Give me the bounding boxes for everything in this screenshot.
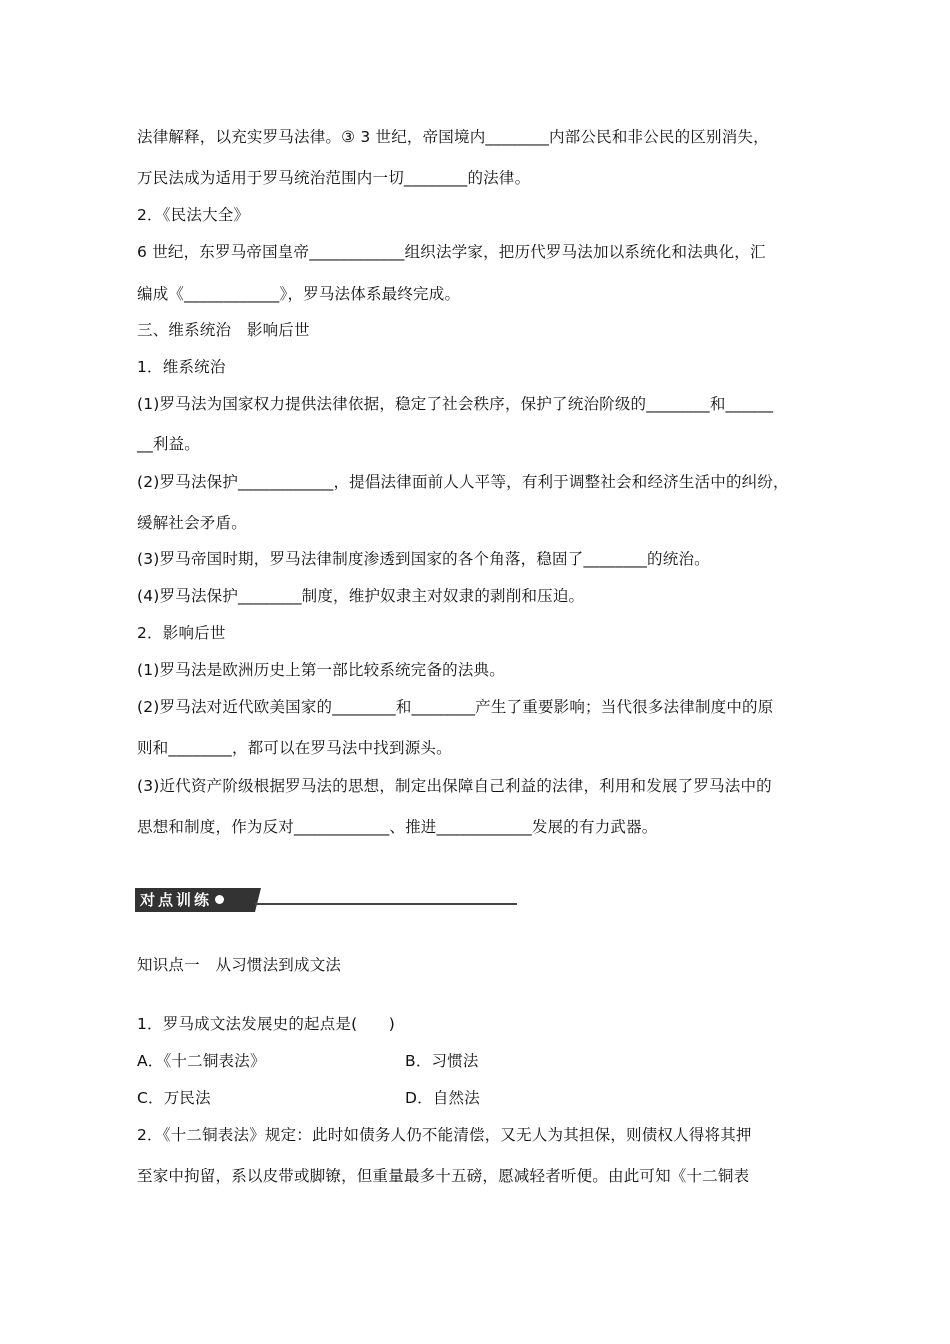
knowledge-point-heading: 知识点一 从习惯法到成文法: [137, 956, 342, 974]
text-line: (4)罗马法保护________制度，维护奴隶主对奴隶的剥削和压迫。: [137, 587, 585, 605]
text-line: 法律解释，以充实罗马法律。③ 3 世纪，帝国境内________内部公民和非公民的区别消失，: [137, 128, 769, 146]
section-heading: 三、维系统治 影响后世: [137, 321, 310, 339]
practice-banner-label: 对点训练: [140, 891, 213, 909]
banner-notch: [255, 888, 261, 912]
bullet-dot-icon: [215, 895, 224, 904]
option-a: A．《十二铜表法》: [137, 1052, 266, 1070]
subheading: 2．《民法大全》: [137, 206, 250, 224]
text-line: 则和________，都可以在罗马法中找到源头。: [137, 739, 452, 757]
question-2-line: 至家中拘留，系以皮带或脚镣，但重量最多十五磅，愿减轻者听便。由此可知《十二铜表: [137, 1167, 750, 1185]
text-line: __利益。: [137, 435, 201, 453]
text-line: (2)罗马法对近代欧美国家的________和________产生了重要影响；当代很多法律制度中的原: [137, 698, 774, 716]
text-line: 编成《____________》，罗马法体系最终完成。: [137, 285, 461, 303]
text-line: 6 世纪，东罗马帝国皇帝____________组织法学家，把历代罗马法加以系统化和法典化，汇: [137, 243, 766, 261]
text-line: (2)罗马法保护____________，提倡法律面前人人平等，有利于调整社会和经济生活中的纠纷，: [137, 473, 789, 491]
text-line: 思想和制度，作为反对____________、推进____________发展的有力武器。: [137, 818, 658, 836]
text-line: (3)近代资产阶级根据罗马法的思想，制定出保障自己利益的法律，利用和发展了罗马法中的: [137, 777, 772, 795]
practice-banner-label-box: [135, 888, 255, 912]
text-line: (1)罗马法为国家权力提供法律依据，稳定了社会秩序，保护了统治阶级的________和______: [137, 395, 774, 413]
question-1-stem: 1．罗马成文法发展史的起点是( ): [137, 1015, 396, 1033]
option-b: B．习惯法: [405, 1052, 479, 1070]
question-2-line: 2．《十二铜表法》规定：此时如债务人仍不能清偿，又无人为其担保，则债权人得将其押: [137, 1126, 752, 1144]
subheading: 1．维系统治: [137, 358, 226, 376]
banner-divider: [255, 903, 517, 905]
subheading: 2．影响后世: [137, 624, 226, 642]
text-line: (1)罗马法是欧洲历史上第一部比较系统完备的法典。: [137, 661, 505, 679]
text-line: 万民法成为适用于罗马统治范围内一切________的法律。: [137, 169, 531, 187]
option-c: C．万民法: [137, 1089, 211, 1107]
option-d: D．自然法: [405, 1089, 480, 1107]
text-line: 缓解社会矛盾。: [137, 514, 247, 532]
practice-banner: [135, 888, 517, 914]
text-line: (3)罗马帝国时期，罗马法律制度渗透到国家的各个角落，稳固了________的统治。: [137, 550, 710, 568]
